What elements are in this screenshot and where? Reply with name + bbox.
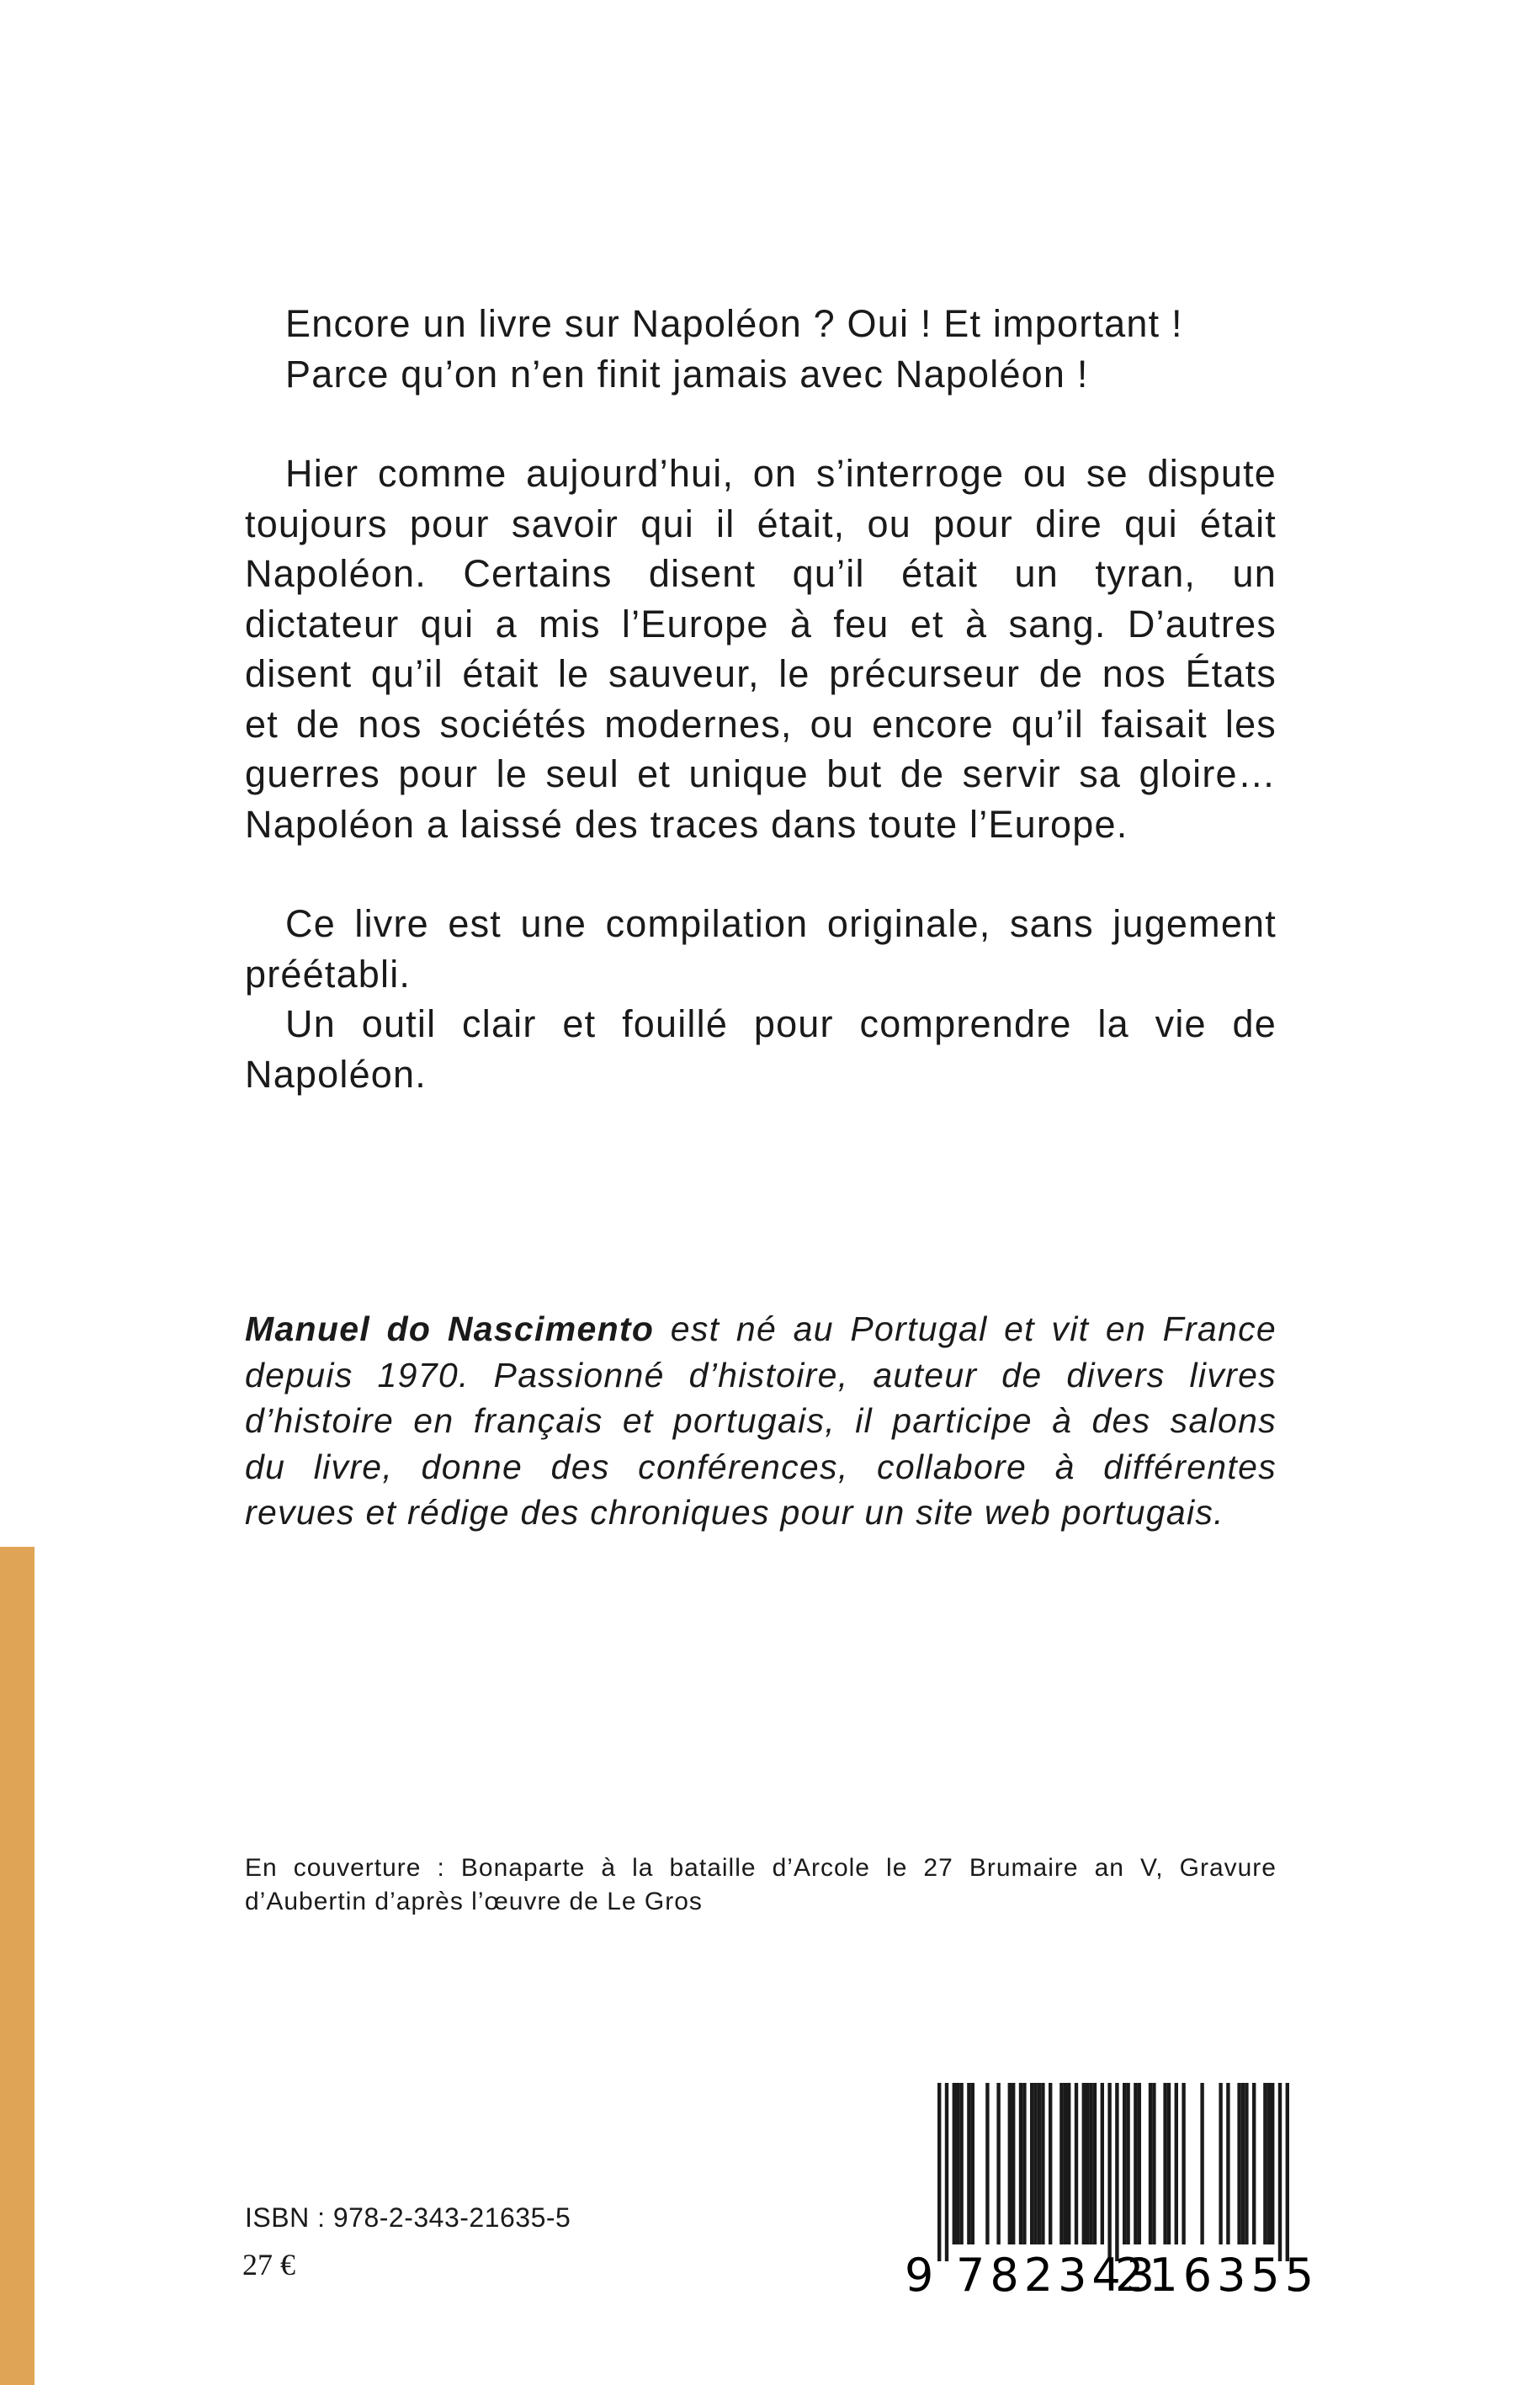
barcode-bar — [1163, 2083, 1166, 2244]
barcode-bar — [1241, 2083, 1245, 2244]
blurb-line: Un outil clair et fouillé pour comprendre la vie de — [285, 1002, 1277, 1045]
isbn-text: ISBN : 978-2-343-21635-5 — [245, 2202, 571, 2233]
bio-line: du livre, donne des conférences, collabore à différentes — [245, 1447, 1277, 1486]
barcode-bar — [1030, 2083, 1033, 2244]
barcode-bar — [1271, 2083, 1274, 2244]
barcode-bar — [996, 2083, 1000, 2244]
blurb-paragraph-3 — [245, 899, 1277, 1099]
barcode-bar — [1263, 2083, 1267, 2244]
barcode-bar — [1008, 2083, 1012, 2244]
barcode-bar — [1226, 2083, 1229, 2244]
barcode-bar — [1175, 2083, 1178, 2244]
credit-line: d’Aubertin d’après l’œuvre de Le Gros — [245, 1888, 703, 1915]
barcode-bar — [945, 2083, 948, 2261]
barcode-bar — [1267, 2083, 1271, 2244]
barcode-bar — [971, 2083, 974, 2244]
barcode-bar — [1286, 2083, 1289, 2261]
blurb-line: Napoléon a laissé des traces dans toute l’Europe. — [245, 802, 1128, 846]
bio-line: depuis 1970. Passionné d’histoire, auteur de divers livres — [245, 1355, 1277, 1394]
barcode-bar — [959, 2083, 963, 2244]
barcode-bar — [1067, 2083, 1070, 2244]
barcode-bar — [1182, 2083, 1185, 2244]
barcode-bar — [1101, 2083, 1104, 2244]
barcode-bar — [1033, 2083, 1037, 2244]
bio-line: revues et rédige des chroniques pour un site web portugais. — [245, 1493, 1224, 1532]
barcode-bar — [1022, 2083, 1026, 2244]
blurb-line: Napoléon. Certains disent qu’il était un tyran, un — [245, 552, 1277, 595]
barcode-bar — [1064, 2083, 1067, 2244]
barcode-bar — [1123, 2083, 1126, 2244]
blurb-line: Encore un livre sur Napoléon ? Oui ! Et important ! — [285, 302, 1183, 345]
barcode-bar — [1086, 2083, 1089, 2244]
barcode-bar — [985, 2083, 989, 2244]
blurb-line: Parce qu’on n’en finit jamais avec Napoléon ! — [285, 352, 1089, 396]
blurb-line: Ce livre est une compilation originale, sans jugement — [285, 902, 1277, 945]
barcode-bar — [1237, 2083, 1240, 2244]
bio-text: est né au Portugal et vit en France — [654, 1309, 1277, 1348]
barcode-bar — [1219, 2083, 1222, 2244]
barcode-bars — [937, 2083, 1289, 2261]
barcode-digits-left: 782343 — [956, 2249, 1160, 2302]
barcode-bar — [1252, 2083, 1256, 2244]
barcode-bar — [1082, 2083, 1086, 2244]
barcode-bar — [937, 2083, 941, 2261]
barcode-bar — [1134, 2083, 1137, 2244]
barcode-bar — [1012, 2083, 1015, 2244]
barcode-bar — [1049, 2083, 1052, 2244]
blurb-line: toujours pour savoir qui il était, ou pour dire qui était — [245, 502, 1277, 545]
barcode-bar — [967, 2083, 970, 2244]
barcode-bar — [1278, 2083, 1282, 2261]
barcode-digit-first: 9 — [905, 2249, 934, 2302]
barcode-bar — [1167, 2083, 1171, 2244]
barcode-bar — [1115, 2083, 1118, 2261]
barcode-bar — [953, 2083, 956, 2244]
barcode-bar — [956, 2083, 959, 2244]
spine-accent-bar — [0, 1547, 35, 2385]
blurb-line: dictateur qui a mis l’Europe à feu et à sang. D’autres — [245, 602, 1277, 645]
barcode-bar — [1075, 2083, 1078, 2244]
barcode-bar — [1126, 2083, 1129, 2244]
ean13-barcode — [900, 2079, 1320, 2302]
barcode-bar — [1089, 2083, 1092, 2244]
blurb-line: et de nos sociétés modernes, ou encore qu’il faisait les — [245, 702, 1277, 746]
barcode-bar — [1138, 2083, 1141, 2244]
blurb-line: Napoléon. — [245, 1052, 427, 1096]
barcode-bar — [1149, 2083, 1152, 2244]
barcode-bar — [1019, 2083, 1022, 2244]
blurb-line: préétabli. — [245, 952, 412, 996]
barcode-bar — [1107, 2083, 1111, 2261]
blurb-line: Hier comme aujourd’hui, on s’interroge ou se dispute — [285, 452, 1277, 495]
barcode-bar — [1041, 2083, 1044, 2244]
price-text: 27 € — [242, 2248, 295, 2281]
barcode-digits-right: 216355 — [1115, 2249, 1320, 2302]
credit-line: En couverture : Bonaparte à la bataille d’Arcole le 27 Brumaire an V, Gravure — [245, 1854, 1277, 1882]
barcode-bar — [1038, 2083, 1041, 2244]
blurb-line: disent qu’il était le sauveur, le précurseur de nos États — [245, 652, 1277, 695]
barcode-bar — [1059, 2083, 1063, 2244]
blurb-paragraph-2 — [245, 449, 1277, 849]
barcode-bar — [1245, 2083, 1248, 2244]
barcode-bar — [1093, 2083, 1097, 2244]
bio-line: d’histoire en français et portugais, il participe à des salons — [245, 1401, 1277, 1440]
cover-credit — [245, 1851, 1277, 1919]
barcode-bar — [1200, 2083, 1203, 2244]
author-name: Manuel do Nascimento — [245, 1309, 655, 1348]
barcode-bar — [1152, 2083, 1155, 2244]
blurb-line: guerres pour le seul et unique but de servir sa gloire… — [245, 752, 1277, 795]
blurb-paragraph-1 — [245, 299, 1277, 399]
author-bio — [245, 1306, 1277, 1536]
